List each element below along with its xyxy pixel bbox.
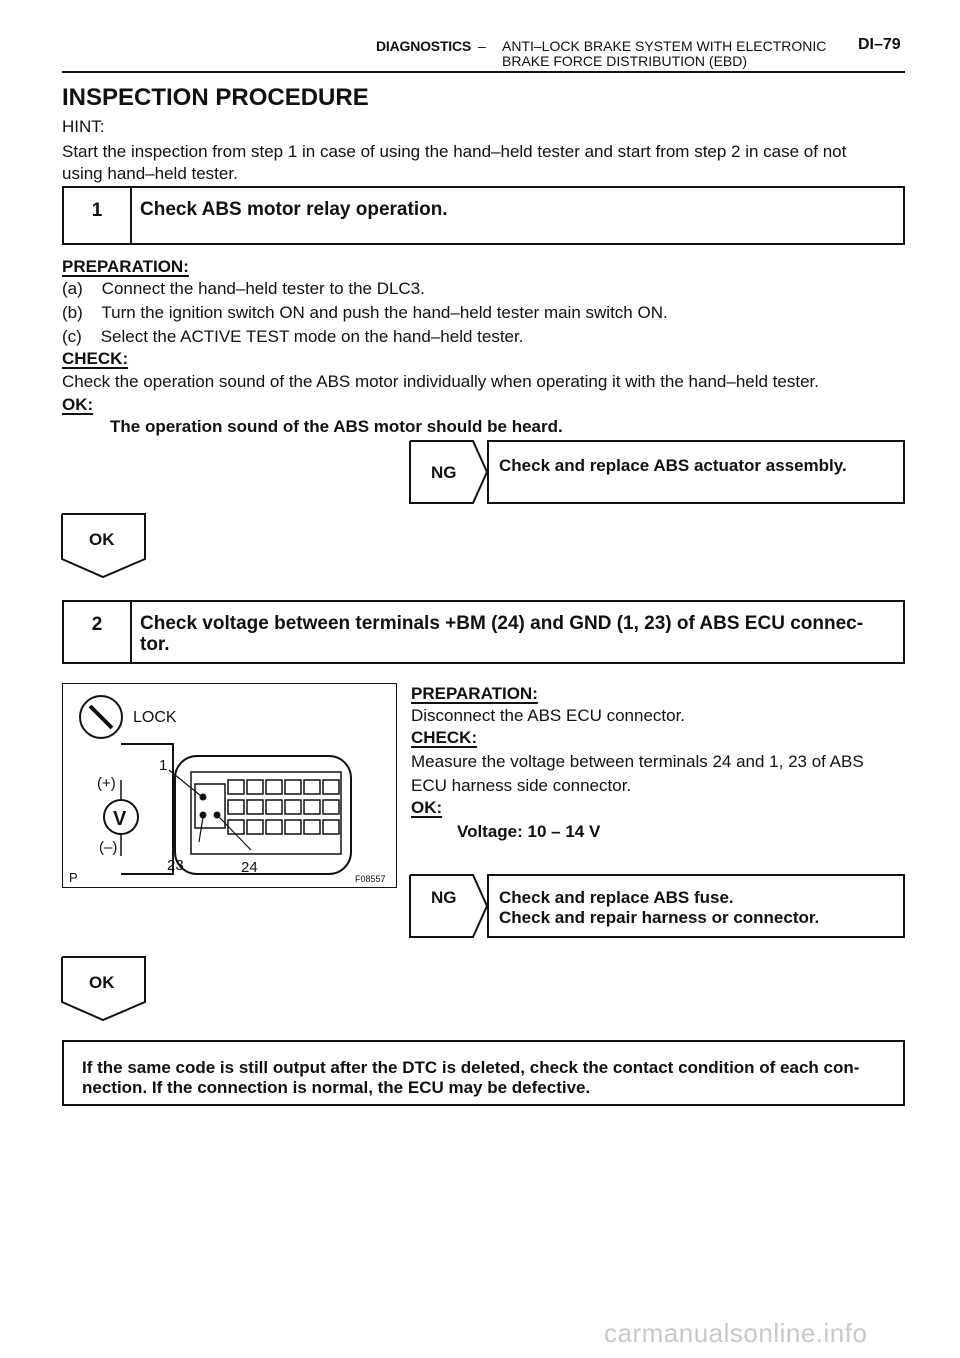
step-1-number: 1	[64, 188, 132, 243]
step-2-check-line2: ECU harness side connector.	[411, 776, 632, 795]
step-1-ok-badge-label: OK	[89, 530, 115, 549]
lock-label: LOCK	[133, 709, 177, 726]
step-2-prep-text: Disconnect the ABS ECU connector.	[411, 706, 686, 725]
page-title: INSPECTION PROCEDURE	[62, 84, 369, 111]
step-1-ok-badge	[61, 513, 147, 579]
pin-23-leader	[199, 817, 203, 842]
header-title-line2: BRAKE FORCE DISTRIBUTION (EBD)	[502, 53, 748, 69]
final-note-line1: If the same code is still output after the DTC is deleted, check the contact condition of each con-	[82, 1058, 860, 1077]
pin-1-dot	[200, 794, 207, 801]
step-1-prep-c: (c) Select the ACTIVE TEST mode on the hand–held tester.	[62, 327, 524, 346]
step-2-ok-text: Voltage: 10 – 14 V	[457, 822, 601, 841]
step-1-box	[62, 186, 905, 245]
step-1-ok-label: OK:	[62, 395, 94, 414]
step-1-check-label: CHECK:	[62, 349, 129, 368]
step-1-prep-label: PREPARATION:	[62, 257, 189, 276]
pin-grid	[195, 780, 339, 834]
step-1-ng-result: Check and replace ABS actuator assembly.	[487, 440, 905, 504]
step-2-ng-arrow	[409, 874, 489, 938]
final-note-box	[62, 1040, 905, 1106]
step-2-check-line1: Measure the voltage between terminals 24 and 1, 23 of ABS	[411, 752, 864, 771]
step-2-box	[62, 600, 905, 664]
header-title-line1: ANTI–LOCK BRAKE SYSTEM WITH ELECTRONIC	[502, 38, 827, 54]
step-2-title-line2: tor.	[140, 634, 170, 655]
step-1-check-text: Check the operation sound of the ABS motor individually when operating it with the hand–held tester.	[62, 372, 819, 391]
step-2-number: 2	[64, 602, 132, 662]
header-rule	[62, 71, 905, 73]
hint-line-1: Start the inspection from step 1 in case of using the hand–held tester and start from step 2 in case of not	[62, 142, 847, 161]
step-1-ng-arrow	[409, 440, 489, 504]
diagram-corner-label: P	[69, 870, 78, 885]
step-2-ok-label: OK:	[411, 798, 443, 817]
lock-icon	[80, 696, 122, 738]
step-2-ok-badge	[61, 956, 147, 1022]
step-2-ok-badge-label: OK	[89, 973, 115, 992]
pin-1-label: 1	[159, 757, 168, 774]
step-1-title: Check ABS motor relay operation.	[140, 199, 448, 220]
watermark: carmanualsonline.info	[604, 1318, 868, 1348]
pin-24-label: 24	[241, 859, 258, 876]
step-2-title	[140, 613, 893, 655]
hint-line-2: using hand–held tester.	[62, 164, 238, 183]
header-dash: –	[478, 38, 486, 54]
step-2-title-line1: Check voltage between terminals +BM (24) and GND (1, 23) of ABS ECU connec-	[140, 613, 864, 634]
plus-label: (+)	[97, 775, 116, 792]
step-2-check-label: CHECK:	[411, 728, 478, 747]
step-2-prep-label: PREPARATION:	[411, 684, 538, 703]
minus-label: (–)	[99, 839, 118, 856]
page-number: DI–79	[858, 36, 901, 53]
hint-label: HINT:	[62, 117, 105, 136]
step-2-ng-result-line2: Check and repair harness or connector.	[499, 908, 820, 927]
pin-24-leader	[219, 817, 251, 850]
connector-diagram	[62, 683, 397, 888]
step-1-prep-b: (b) Turn the ignition switch ON and push the hand–held tester main switch ON.	[62, 303, 668, 322]
pin-23-label: 23	[167, 857, 184, 874]
step-1-ng-label: NG	[431, 463, 457, 482]
step-1-ok-text: The operation sound of the ABS motor should be heard.	[110, 417, 563, 436]
step-2-ng-result-line1: Check and replace ABS fuse.	[499, 888, 734, 907]
step-2-ng-label: NG	[431, 888, 457, 907]
final-note-line2: nection. If the connection is normal, the ECU may be defective.	[82, 1078, 591, 1097]
step-2-ng-result	[487, 874, 905, 938]
figure-id: F08557	[355, 874, 386, 884]
step-1-prep-a: (a) Connect the hand–held tester to the DLC3.	[62, 279, 425, 298]
voltmeter-symbol: V	[113, 808, 127, 830]
header-section: DIAGNOSTICS	[376, 38, 472, 54]
connector-drawing	[63, 684, 395, 886]
